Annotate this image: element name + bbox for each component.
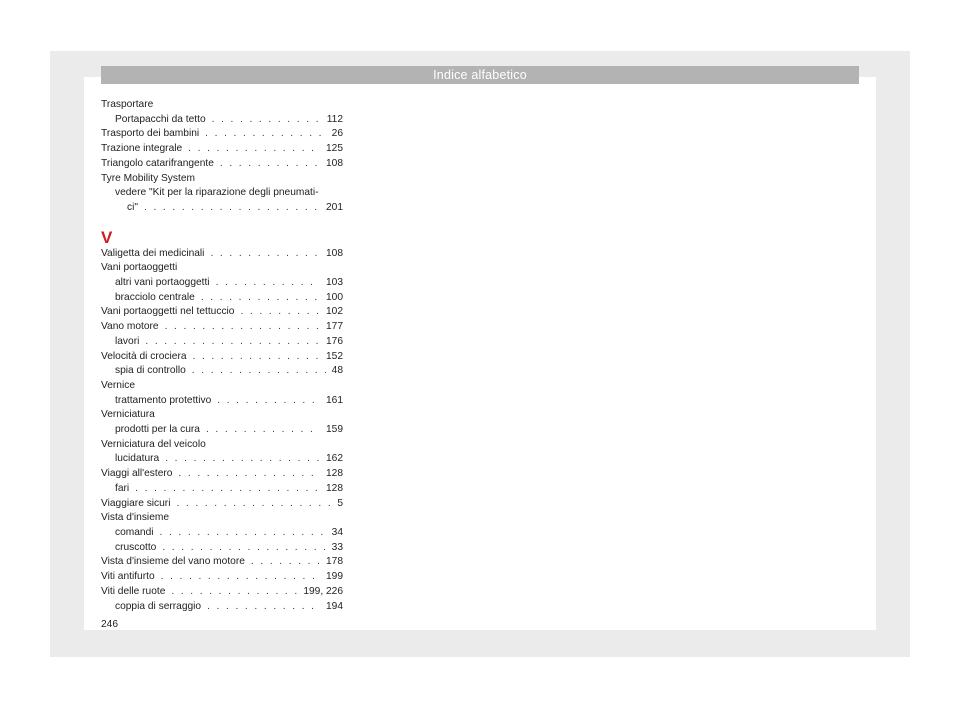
index-subentry-fari[interactable]: fari . . . 128	[101, 482, 343, 497]
index-subentry-coppia[interactable]: coppia di serraggio . . . 194	[101, 600, 343, 615]
index-entry-trasportare: Trasportare	[101, 99, 154, 110]
index-entry-verniciatura-veicolo: Verniciatura del veicolo	[101, 438, 206, 450]
section-letter: V	[101, 227, 113, 247]
index-entry-vani-portaoggetti: Vani portaoggetti	[101, 262, 178, 274]
index-entry-viaggi[interactable]: Viaggi all'estero . . . 128	[101, 467, 343, 482]
index-subentry-lavori[interactable]: lavori . . . 176	[101, 335, 343, 350]
alphabetical-index	[101, 98, 343, 614]
index-entry-velocita[interactable]: Velocità di crociera . . . 152	[101, 350, 343, 365]
index-entry-viti-ruote[interactable]: Viti delle ruote . . . 199, 226	[101, 585, 343, 600]
index-subentry-tyre-see-cont[interactable]: ci" . . . 201	[101, 201, 343, 216]
index-subentry-tyre-see: vedere "Kit per la riparazione degli pneumati-	[115, 187, 319, 199]
index-subentry-prodotti[interactable]: prodotti per la cura . . . 159	[101, 423, 343, 438]
page-header: Indice alfabetico	[101, 66, 859, 84]
index-entry-tyre-mobility: Tyre Mobility System	[101, 172, 195, 184]
index-entry-vano-motore[interactable]: Vano motore . . . 177	[101, 320, 343, 335]
index-entry-trazione[interactable]: Trazione integrale . . . 125	[101, 142, 343, 157]
index-subentry-portapacchi[interactable]: Portapacchi da tetto . . . 112	[101, 113, 343, 128]
index-subentry-cruscotto[interactable]: cruscotto . . . 33	[101, 541, 343, 556]
index-entry-viaggiare[interactable]: Viaggiare sicuri . . . 5	[101, 497, 343, 512]
index-entry-vani-tettuccio[interactable]: Vani portaoggetti nel tettuccio . . . 102	[101, 305, 343, 320]
page-number: 246	[101, 619, 118, 630]
index-entry-valigetta[interactable]: Valigetta dei medicinali . . . 108	[101, 247, 343, 262]
index-subentry-altri-vani[interactable]: altri vani portaoggetti . . . 103	[101, 276, 343, 291]
index-entry-verniciatura: Verniciatura	[101, 409, 155, 421]
index-entry-vista-vano[interactable]: Vista d'insieme del vano motore . . . 178	[101, 555, 343, 570]
index-subentry-bracciolo[interactable]: bracciolo centrale . . . 100	[101, 291, 343, 306]
index-subentry-spia[interactable]: spia di controllo . . . 48	[101, 364, 343, 379]
index-entry-trasporto-bambini[interactable]: Trasporto dei bambini . . . 26	[101, 127, 343, 142]
index-entry-viti-antifurto[interactable]: Viti antifurto . . . 199	[101, 570, 343, 585]
index-entry-triangolo[interactable]: Triangolo catarifrangente . . . 108	[101, 157, 343, 172]
index-subentry-comandi[interactable]: comandi . . . 34	[101, 526, 343, 541]
index-subentry-trattamento[interactable]: trattamento protettivo . . . 161	[101, 394, 343, 409]
index-entry-vista: Vista d'insieme	[101, 512, 170, 524]
index-subentry-lucidatura[interactable]: lucidatura . . . 162	[101, 452, 343, 467]
index-entry-vernice: Vernice	[101, 379, 135, 391]
